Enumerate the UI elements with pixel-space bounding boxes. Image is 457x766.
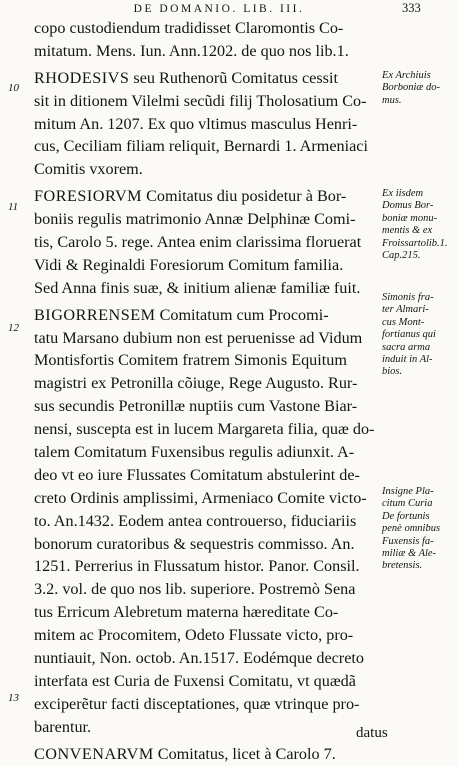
text-line: to. An.1432. Eodem antea controuerso, fiduciariis [34,511,357,530]
paragraph [34,67,374,181]
note-line: ter Almari- [382,304,429,316]
note-line: Domus Bor- [382,200,434,212]
paragraph [34,304,374,739]
marginal-note [382,70,457,107]
note-line: Ex Archiuis [382,70,431,81]
text-line: nuntiauit, Non. octob. An.1517. Eodémque decreto [34,649,364,668]
note-line: Simonis fra- [382,292,434,303]
text-line: mitum An. 1207. Ex quo vltimus masculus Henri- [34,114,358,133]
catchword: datus [356,725,388,741]
text-line: barentur. [34,717,92,736]
text-line: interfata est Curia de Fuxensi Comitatu, vt quædã [34,671,356,690]
text-line: nensi, suscepta est in lucem Margareta filia, quæ do- [34,420,375,439]
note-line: miliæ & Ale- [382,548,437,560]
note-line: Cap.215. [382,250,421,262]
note-line: Ex iisdem [382,188,424,199]
text-line: 1251. Perrerius in Flussatum histor. Panor. Consil. [34,557,360,576]
note-line: citum Curia [382,498,433,510]
text-line: tis, Carolo 5. rege. Antea enim clarissima floruerat [34,233,362,252]
note-line: De fortunis [382,510,430,522]
text-line: Montisfortis Comitem fratrem Simonis Equitum [34,351,347,370]
note-line: penè omnibus [382,523,441,535]
text-line: FORESIORVM Comitatus diu posidetur à Bor- [34,187,347,206]
text-line: creto Ordinis amplissimi, Armeniaco Comite victo- [34,488,367,507]
text-line: tatu Marsano dubium non est peruenisse ad Vidum [34,328,363,347]
note-line: fortianus qui [382,329,436,341]
paragraph [34,185,374,299]
text-line: talem Comitatum Fuxensibus regulis adiunxit. A- [34,443,355,462]
note-line: cus Mont- [382,316,425,328]
note-line: Fuxensis fa- [382,535,434,547]
section-lead-word: RHODESIVS [34,68,130,87]
section-lead-word: CONVENARVM [34,744,154,763]
section-lead-word: BIGORRENSEM [34,305,156,324]
text-line: deo vt eo iure Flussates Comitatum abstulerint de- [34,465,360,484]
marginal-note [382,188,457,262]
text-line: exciperẽtur facti disceptationes, quæ vtrinque pro- [34,694,360,713]
note-line: mus. [382,94,402,106]
paragraph-number: 12 [8,322,19,334]
text-line: Comitis vxorem. [34,160,143,179]
text-line: 3.2. vol. de quo nos lib. superiore. Postremò Sena [34,580,356,599]
text-line: mitem ac Procomitem, Odeto Flussate victo, pro- [34,626,354,645]
note-line: bretensis. [382,560,423,572]
text-line: Sed Anna finis suæ, & initium alienæ familiæ fuit. [34,278,361,297]
text-line: Vidi & Reginaldi Foresiorum Comitum familia. [34,255,344,274]
note-line: Insigne Pla- [382,486,434,497]
text-line: CONVENARVM Comitatus, licet à Carolo 7. [34,744,336,763]
text-line: sit in ditionem Vilelmi secũdi filij Tholosatium Co- [34,91,367,110]
paragraph-number: 13 [8,692,19,704]
note-line: boniæ monu- [382,212,438,224]
marginal-note [382,292,457,379]
note-line: Borboniæ do- [382,82,441,94]
page-number: 333 [402,1,421,15]
note-line: Froissartolib.1. [382,237,448,249]
text-line: sus secundis Petronillæ nuptiis cum Vastone Biar- [34,397,358,416]
text-line: boniis regulis matrimonio Annæ Delphinæ Comi- [34,210,356,229]
marginal-note [382,486,457,573]
note-line: induit in Al- [382,354,433,366]
text-line: magistri ex Petronilla cõiuge, Rege Augusto. Rur- [34,374,358,393]
text-line: tus Erricum Alebretum materna hæreditate Co- [34,603,339,622]
text-line: cus, Ceciliam filiam reliquit, Bernardi 1. Armeniaci [34,137,368,156]
text-line: mitatum. Mens. Iun. Ann.1202. de quo nos lib.1. [34,41,349,60]
paragraph [34,17,374,63]
note-line: sacra arma [382,341,431,353]
text-line: BIGORRENSEM Comitatum cum Procomi- [34,305,329,324]
note-line: bios. [382,366,403,378]
text-line: RHODESIVS seu Ruthenorũ Comitatus cessit [34,68,338,87]
text-line: copo custodiendum tradidisset Claromontis Co- [34,19,344,37]
paragraph-number: 10 [8,82,19,94]
main-text [34,17,374,766]
paragraph-number: 11 [8,201,19,213]
running-title: DE DOMANIO. LIB. III. [133,3,305,15]
text-line: bonorum curatoribus & sequestris commisso. An. [34,534,355,553]
note-line: mentis & ex [382,225,433,237]
paragraph [34,743,374,766]
section-lead-word: FORESIORVM [34,187,143,206]
